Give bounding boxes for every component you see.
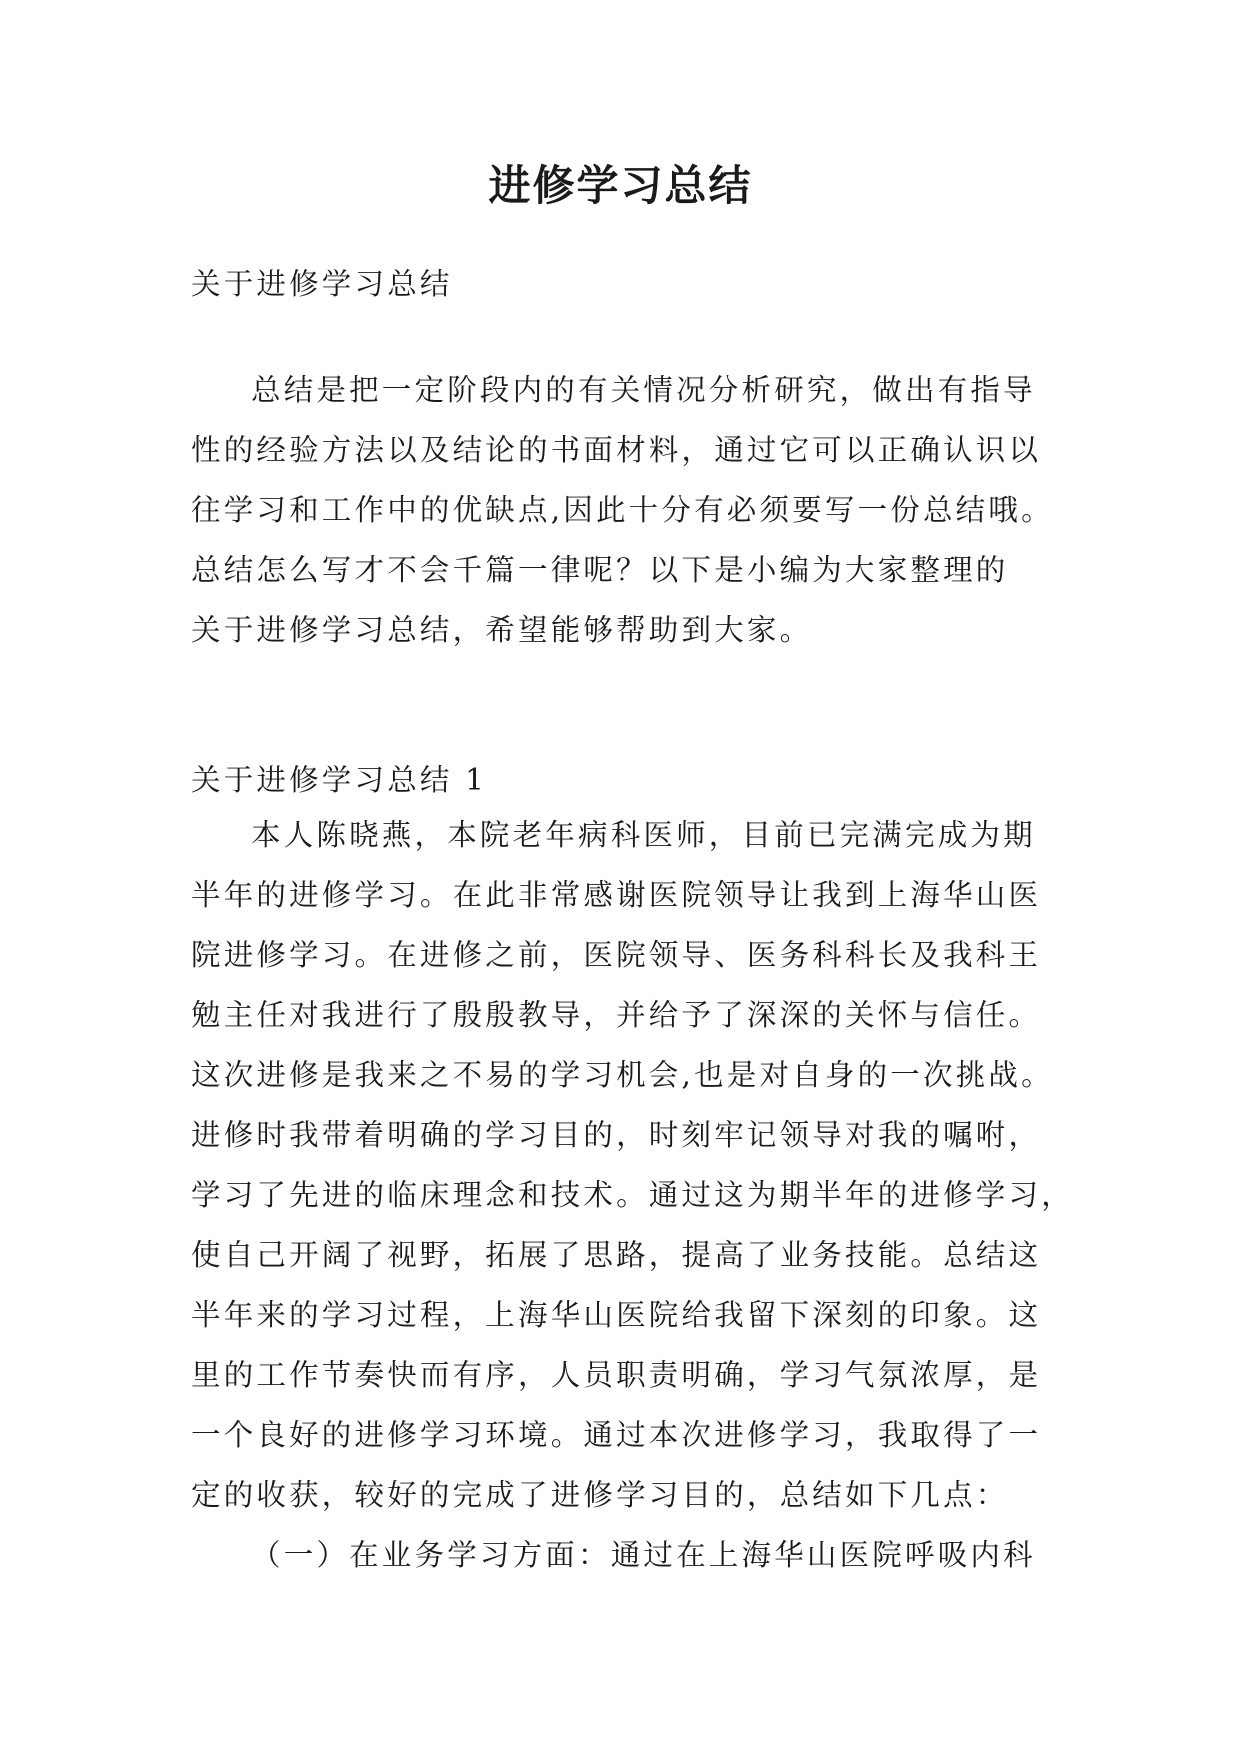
body-line: 勉主任对我进行了殷殷教导，并给予了深深的关怀与信任。	[191, 998, 1042, 1032]
body-line: 使自己开阔了视野，拓展了思路，提高了业务技能。总结这	[191, 1238, 1042, 1272]
intro-line: 总结怎么写才不会千篇一律呢？以下是小编为大家整理的	[191, 553, 1009, 587]
intro-line: 往学习和工作中的优缺点,因此十分有必须要写一份总结哦。	[191, 493, 1054, 527]
body-line: 一个良好的进修学习环境。通过本次进修学习，我取得了一	[191, 1418, 1042, 1452]
intro-paragraph	[191, 360, 1061, 660]
body-line: 院进修学习。在进修之前，医院领导、医务科科长及我科王	[191, 938, 1042, 972]
intro-line: 关于进修学习总结，希望能够帮助到大家。	[191, 613, 813, 647]
body-line: （一）在业务学习方面：通过在上海华山医院呼吸内科	[251, 1538, 1036, 1572]
document-title: 进修学习总结	[488, 161, 753, 210]
body-line: 这次进修是我来之不易的学习机会,也是对自身的一次挑战。	[191, 1058, 1054, 1092]
section-heading-intro: 关于进修学习总结	[191, 267, 453, 301]
section-heading-1: 关于进修学习总结 1	[191, 763, 488, 797]
body-paragraph	[191, 805, 1074, 1585]
body-line: 半年的进修学习。在此非常感谢医院领导让我到上海华山医	[191, 878, 1042, 912]
body-line: 半年来的学习过程，上海华山医院给我留下深刻的印象。这	[191, 1298, 1042, 1332]
body-line: 学习了先进的临床理念和技术。通过这为期半年的进修学习，	[191, 1178, 1074, 1212]
body-line: 进修时我带着明确的学习目的，时刻牢记领导对我的嘱咐，	[191, 1118, 1042, 1152]
body-line: 本人陈晓燕，本院老年病科医师，目前已完满完成为期	[251, 818, 1036, 852]
intro-line: 总结是把一定阶段内的有关情况分析研究，做出有指导	[251, 373, 1036, 407]
body-line: 定的收获，较好的完成了进修学习目的，总结如下几点：	[191, 1478, 1009, 1512]
body-line: 里的工作节奏快而有序，人员职责明确，学习气氛浓厚，是	[191, 1358, 1042, 1392]
intro-line: 性的经验方法以及结论的书面材料，通过它可以正确认识以	[191, 433, 1042, 467]
